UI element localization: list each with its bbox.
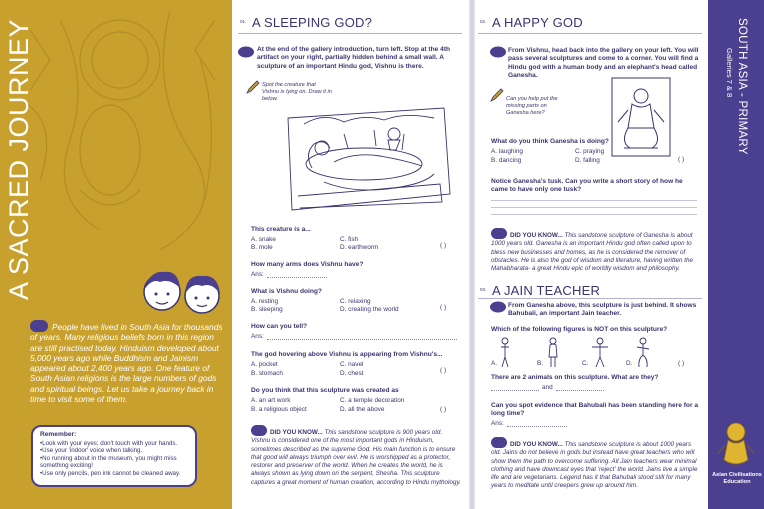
ace-logo-text: Asian Civilisations Education — [712, 472, 762, 485]
pencil-icon — [246, 80, 260, 94]
s1-q6-text: Do you think that this sculpture was created as — [251, 387, 399, 394]
s3-q1-option-c[interactable]: C. — [582, 360, 589, 367]
s1-q6-option-b[interactable]: B. a religious object — [251, 406, 307, 413]
cover-title: A SACRED JOURNEY — [4, 18, 34, 300]
s2-q2-answer-line-1[interactable] — [491, 200, 697, 201]
s2-q1-answer-box[interactable]: ( ) — [678, 156, 685, 163]
vishnu-sculpture-illustration — [284, 104, 454, 214]
speech-bubble-icon — [491, 437, 507, 448]
section-1-title: A SLEEPING GOD? — [252, 15, 373, 30]
section-1-number: 01. — [240, 19, 247, 24]
cover-intro-text: People have lived in South Asia for thousands of years. Many religious beliefs born in this region are still practised today. Hinduism developed about 5,000 years ago while Buddhism and Jainism appeared about 2,400 years ago. One feature of South Asian religions is the large numbers of gods and spiritual beings. Let us take a journey back in time to visit some of them. — [30, 322, 223, 405]
ace-mascot-logo — [718, 420, 754, 470]
s2-q2-answer-line-2[interactable] — [491, 207, 697, 208]
speech-bubble-icon — [238, 46, 254, 58]
section-1-intro: At the end of the gallery introduction, turn left. Stop at the 4th artifact on your right, partially hidden behind a small wall. A sculpture of an important Hindu god, Vishnu is there. — [257, 46, 451, 70]
s2-q1-text: What do you think Ganesha is doing? — [491, 138, 609, 145]
strip-subtitle: Galleries 7 & 8 — [725, 48, 734, 98]
s3-did-you-know — [491, 437, 701, 491]
s1-q6-option-c[interactable]: C. a temple decoration — [340, 397, 405, 404]
remember-box — [31, 425, 197, 487]
s3-q2-answer-line-2[interactable] — [556, 390, 604, 391]
s1-q1-option-c[interactable]: C. fish — [340, 236, 359, 243]
s1-did-you-know — [251, 425, 461, 487]
s1-q1-option-d[interactable]: D. earthworm — [340, 244, 379, 251]
s1-q3-option-c[interactable]: C. relaxing — [340, 298, 371, 305]
remember-item: • Use only pencils, pen ink cannot be cleaned away. — [40, 470, 188, 478]
s1-q1-answer-box[interactable]: ( ) — [440, 242, 447, 249]
s1-q1-option-b[interactable]: B. mole — [251, 244, 273, 251]
s3-q1-text: Which of the following figures is NOT on this sculpture? — [491, 326, 668, 333]
s2-q2-text: Notice Ganesha's tusk. Can you write a short story of how he came to have only one tusk? — [491, 178, 683, 194]
remember-item: • No running about in the museum, you might miss something exciting! — [40, 455, 188, 470]
s1-q5-option-c[interactable]: C. navel — [340, 361, 364, 368]
cover-panel — [0, 0, 232, 509]
speech-bubble-icon — [251, 425, 267, 436]
speech-bubble-icon — [490, 301, 506, 313]
s1-q3-option-d[interactable]: D. creating the world — [340, 306, 399, 313]
s1-q3-option-b[interactable]: B. sleeping — [251, 306, 283, 313]
s2-q1-option-a[interactable]: A. laughing — [491, 148, 523, 155]
s3-dyk-label: DID YOU KNOW... — [510, 441, 563, 448]
section-3-title: A JAIN TEACHER — [492, 283, 601, 298]
figure-c-illustration — [590, 337, 610, 369]
s2-q1-option-c[interactable]: C. praying — [575, 148, 605, 155]
section-2-divider — [478, 33, 702, 34]
section-2-intro: From Vishnu, head back into the gallery on your left. You will pass several sculptures and come to a corner. You will find a Hindu god with a human body and an elephant's head called Ganesha. — [508, 47, 699, 80]
remember-title: Remember: — [40, 431, 77, 438]
s2-q1-option-d[interactable]: D. falling — [575, 157, 600, 164]
s1-q5-text: The god hovering above Vishnu is appearing from Vishnu's... — [251, 351, 443, 358]
figure-a-illustration — [498, 337, 512, 369]
section-1-hint: Spot the creature that Vishnu is lying on. Draw it in below. — [262, 82, 332, 103]
section-3-intro: From Ganesha above, this sculpture is just behind. It shows Bahubali, an important Jain teacher. — [508, 302, 697, 318]
speech-bubble-icon — [490, 46, 506, 58]
s1-q5-option-b[interactable]: B. stomach — [251, 370, 283, 377]
remember-item: • Look with your eyes; don't touch with your hands. — [40, 440, 188, 448]
section-3-number: 03. — [480, 287, 487, 292]
speech-bubble-icon — [491, 228, 507, 239]
s1-dyk-label: DID YOU KNOW... — [270, 429, 323, 436]
section-2-hint: Can you help put the missing parts on Ganesha here? — [506, 96, 558, 117]
s1-q3-option-a[interactable]: A. resting — [251, 298, 278, 305]
sculpture-pattern-background — [0, 0, 232, 260]
s3-dyk-text: This sandstone sculpture is about 1000 years old. Jains do not believe in gods but instead have great teachers who will show them the path to overcome suffering. All Jain teachers wear minimal clothing and have downcast eyes that 'reject' the world. Jains live a simple life and are vegetarians. Legend has it that Bahubali stood still for many years to meditate until creepers grew up around him. — [491, 441, 698, 490]
s1-q2-text: How many arms does Vishnu have? — [251, 261, 364, 268]
s1-q5-answer-box[interactable]: ( ) — [440, 367, 447, 374]
s1-q2-ans-label: Ans: — [251, 271, 264, 278]
section-1-divider — [238, 33, 462, 34]
s1-q1-option-a[interactable]: A. snake — [251, 236, 276, 243]
s1-q6-option-d[interactable]: D. all the above — [340, 406, 385, 413]
s2-did-you-know — [491, 228, 701, 273]
s1-q1-text: This creature is a... — [251, 226, 311, 233]
s1-q3-answer-box[interactable]: ( ) — [440, 304, 447, 311]
section-2-number: 02. — [480, 19, 487, 24]
s1-dyk-text: This sandstone sculpture is 900 years old. Vishnu is considered one of the most important gods in Hinduism, sometimes described as the supreme God. His main function is to ensure that good will always triumph over evil. He is worshipped as a protector, restorer and preserver of the world. When he creates the world, he is always shown as lying down on the serpent, Shesha. This sculpture captures a great moment of human creation, according to Hindu mythology. — [251, 429, 461, 486]
s2-dyk-label: DID YOU KNOW... — [510, 232, 563, 239]
strip-title: SOUTH ASIA - PRIMARY — [736, 18, 748, 155]
pencil-icon — [490, 88, 504, 102]
s3-q3-answer-line[interactable] — [507, 426, 567, 427]
s3-q1-answer-box[interactable]: ( ) — [678, 360, 685, 367]
remember-item: • Use your 'indoor' voice when talking. — [40, 447, 188, 455]
figure-d-illustration — [634, 337, 652, 369]
s1-q5-option-d[interactable]: D. chest — [340, 370, 364, 377]
remember-list — [40, 440, 188, 478]
s2-q2-answer-line-3[interactable] — [491, 214, 697, 215]
page-spine — [469, 0, 475, 509]
cover-intro — [30, 320, 226, 404]
children-faces-illustration — [140, 264, 226, 320]
s1-q5-option-a[interactable]: A. pocket — [251, 361, 278, 368]
s1-q3-text: What is Vishnu doing? — [251, 288, 322, 295]
s3-q2-answer-line-1[interactable] — [491, 390, 539, 391]
s3-q1-option-b[interactable]: B. — [537, 360, 544, 367]
s2-dyk-text: This sandstone sculpture of Ganesha is about 1000 years old. Ganesha is an important Hindu god often called upon to bless new businesses and homes, as he is considered the remover of obstacles. He is also the god of wisdom and literature, having written the Mahabharata- a great Hindu epic of worldly wisdom and philosophy. — [491, 232, 693, 273]
s2-q1-option-b[interactable]: B. dancing — [491, 157, 522, 164]
s1-q4-ans-label: Ans: — [251, 333, 264, 340]
section-3-divider — [478, 298, 702, 299]
speech-bubble-icon — [30, 320, 48, 332]
s1-q4-answer-line[interactable] — [267, 339, 457, 340]
s3-q3-ans-label: Ans: — [491, 420, 504, 427]
s1-q4-text: How can you tell? — [251, 323, 308, 330]
s3-q2-text: There are 2 animals on this sculpture. What are they? — [491, 374, 659, 381]
ganesha-illustration — [610, 76, 672, 158]
s3-q1-option-d[interactable]: D. — [626, 360, 633, 367]
s3-q1-option-a[interactable]: A. — [491, 360, 498, 367]
section-2-title: A HAPPY GOD — [492, 15, 583, 30]
s1-q6-option-a[interactable]: A. an art work — [251, 397, 291, 404]
figure-b-illustration — [546, 337, 560, 369]
s1-q6-answer-box[interactable]: ( ) — [440, 406, 447, 413]
s3-q2-and: and — [542, 384, 553, 391]
s3-q3-text: Can you spot evidence that Bahubali has been standing here for a long time? — [491, 402, 699, 418]
s1-q2-answer-line[interactable] — [267, 277, 327, 278]
